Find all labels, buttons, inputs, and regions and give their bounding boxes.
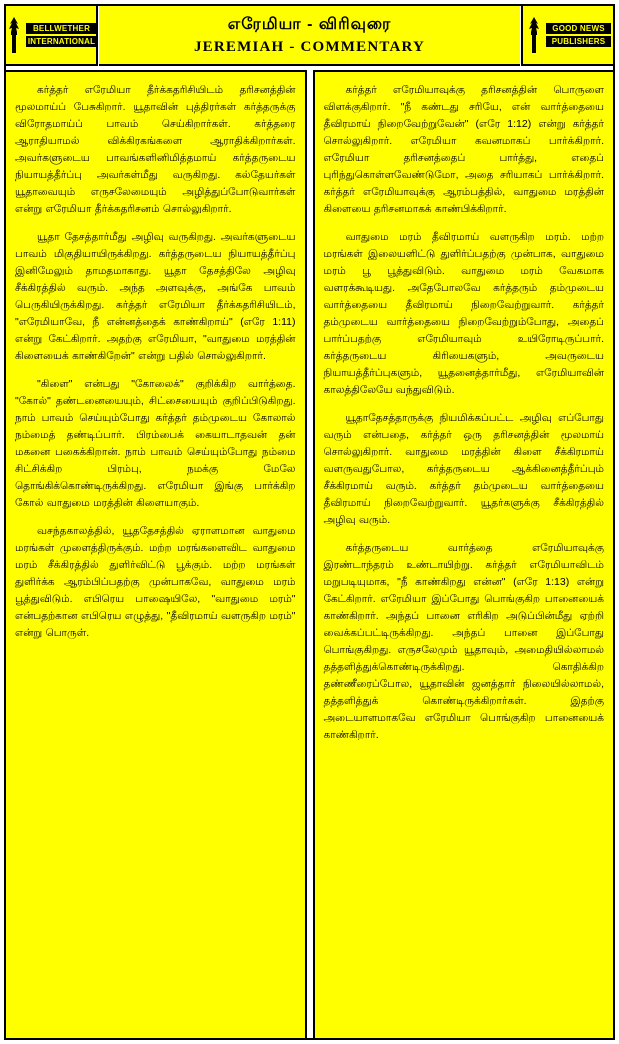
body-columns (4, 70, 615, 1040)
publisher-logo-left (4, 4, 98, 66)
paragraph: கர்த்தர் எரேமியாவுக்கு தரிசனத்தின் பொருளை விளக்குகிறார். "நீ கண்டது சரியே, என் வார்த்தையை தீவிரமாய் நிறைவேற்றுவேன்" (எரே 1:12) என்று கர்த்தர் சொல்லுகிறார். எரேமியா கவனமாகப் பார்க்கிறார். எரேமியா தரிசனத்தைப் பார்த்து, எதைப் புரிந்துகொள்ளவேண்டுமோ, அதை சரியாகப் பார்க்கிறார். கர்த்தர் எரேமியாவுக்கு ஆரம்பத்தில், வாதுமை மரத்தின் கிளையை தரிசனமாகக் காண்பிக்கிறார். (323, 84, 604, 215)
paragraph: வாதுமை மரம் தீவிரமாய் வளருகிற மரம். மற்ற மரங்கள் இலையளிட்டு துளிர்ப்பதற்கு முன்பாக, வாதுமை மரம் பூ பூத்துவிடும். வாதுமை மரம் வேகமாக வளரக்கூடியது. அதேபோலவே கர்த்தரும் தம்முடைய வார்த்தையை தீவிரமாய் நிறைவேற்றுவார். கர்த்தர் தம்முடைய வார்த்தையை நிறைவேற்றும்போது, அதைப் பார்ப்பதற்கு எரேமியாவும் உயிரோடிருப்பார். கர்த்தருடைய கிரியைகளும், அவருடைய நியாயத்தீர்ப்புகளும், யூதனைத்தார்மீது, எரேமியாவின் காலத்திலேயே வந்துவிடும். (323, 231, 604, 396)
torch-icon (525, 15, 543, 55)
paragraph: யூதாதேசத்தாருக்கு நியமிக்கப்பட்ட அழிவு எப்போது வரும் என்பதை, கர்த்தர் ஒரு தரிசனத்தின் மூலமாய் சொல்லுகிறார். வாதுமை மரத்தின் கிளை சீக்கிரமாய் வளருவதுபோல, கர்த்தருடைய ஆக்கினைத்தீர்ப்பும் சீக்கிரமாய் வரும். கர்த்தர் தம்முடைய வார்த்தையை தீவிரமாய் நிறைவேற்றுவார். யூதர்களுக்கு சீக்கிரத்தில் அழிவு வரும். (323, 412, 604, 526)
paragraph: யூதா தேசத்தார்மீது அழிவு வருகிறது. அவர்களுடைய பாவம் மிகுதியாயிருக்கிறது. கர்த்தருடைய நியாயத்தீர்ப்பு இனிமேலும் தாமதமாகாது. யூதா தேசத்திலே அழிவு சீக்கிரத்தில் வரும். அந்த அளவுக்கு, அங்கே பாவம் பெருகியிருக்கிறது. கர்த்தர் எரேமியா தீர்க்கதரிசியிடம், "எரேமியாவே, நீ என்னத்தைக் காண்கிறாய்" (எரே 1:11) என்று கேட்கிறார். அதற்கு எரேமியா, "வாதுமை மரத்தின் கிளையைக் காண்கிறேன்" என்று பதில் சொல்லுகிறார். (15, 231, 296, 362)
paragraph: கர்த்தர் எரேமியா தீர்க்கதரிசியிடம் தரிசனத்தின் மூலமாய்ப் பேசுகிறார். யூதாவின் புத்திரர்கள் கர்த்தருக்கு விரோதமாய்ப் பாவம் செய்கிறார்கள். கர்த்தரை ஆராதியாமல் விக்கிரகங்களை ஆராதிக்கிறார்கள். அவர்களுடைய பாவங்களினிமித்தமாய் கர்த்தருடைய நியாயத்தீர்ப்பு அவர்கள்மீது வருகிறது. கல்தேயர்கள் யூதாவையும் எருசலேமையும் அழித்துப்போடுவார்கள் என்று எரேமியா தீர்க்கதரிசனம் சொல்லுகிறார். (15, 84, 296, 215)
publisher-right-line2: PUBLISHERS (546, 36, 611, 47)
page-title-english: JEREMIAH - COMMENTARY (193, 38, 426, 55)
title-block (99, 4, 520, 66)
paragraph: வசந்தகாலத்தில், யூததேசத்தில் ஏராளமான வாதுமை மரங்கள் முளைத்திருக்கும். மற்ற மரங்களைவிட வாதுமை மரம் சீக்கிரத்தில் துளிர்விட்டு பூக்கும். மற்ற மரங்கள் துளிர்க்க ஆரம்பிப்பதற்கு முன்பாகவே, வாதுமை மரம் பூத்துவிடும். எபிரெய பாஷையிலே, "வாதுமை மரம்" என்பதற்கான எபிரெய எழுத்து, "தீவிரமாய் வளருகிற மரம்" என்று பொருள். (15, 525, 296, 639)
publisher-left-line1: BELLWETHER (26, 23, 97, 34)
paragraph: கர்த்தருடைய வார்த்தை எரேமியாவுக்கு இரண்டாந்தரம் உண்டாயிற்று. கர்த்தர் எரேமியாவிடம் மறுபடியுமாக, "நீ காண்கிறது என்ன" (எரே 1:13) என்று கேட்கிறார். எரேமியா இப்போது பொங்குகிற பானையைக் காண்கிறார். அந்தப் பானை எரிகிற அடுப்பின்மீது ஏற்றி வைக்கப்பட்டிருக்கிறது. அந்தப் பானை இப்போது பொங்குகிறது. எருசலேமும் யூதாவும், அமைதியில்லாமல் தத்தளித்துக்கொண்டிருக்கிறது. கொதிக்கிற தண்ணீரைப்போல, யூதாவின் ஜனத்தார் நிலையில்லாமல், தத்தளித்துக் கொண்டிருக்கிறார்கள். இதற்கு அடையாளமாகவே எரேமியா பொங்குகிற பானையைக் காண்கிறார். (323, 542, 604, 741)
column-left (4, 70, 307, 1040)
page-title-tamil: எரேமியா - விரிவுரை (227, 15, 392, 33)
torch-icon (5, 15, 23, 55)
page-header (4, 4, 615, 66)
column-right (313, 70, 616, 1040)
publisher-logo-right (521, 4, 615, 66)
publisher-left-line2: INTERNATIONAL (27, 37, 96, 46)
publisher-right-line1: GOOD NEWS (546, 23, 611, 34)
paragraph: "கிளை" என்பது "கோலைக்" குறிக்கிற வார்த்தை. "கோல்" தண்டனையையும், சிட்சையையும் குறிப்பிடுகிறது. நாம் பாவம் செய்யும்போது கர்த்தர் தம்முடைய கோலால் நம்மைத் தண்டிப்பார். பிரம்பைக் கையாடாதவன் தன் மகனை பகைக்கிறான். நாம் பாவம் செய்யும்போது நம்மை சிட்சிக்கிற பிரம்பு, நமக்கு மேலே தொங்கிக்கொண்டிருக்கிறது. எரேமியா இங்கு பார்க்கிற கோல் வாதுமை மரத்தின் கிளையாகும். (15, 378, 296, 509)
